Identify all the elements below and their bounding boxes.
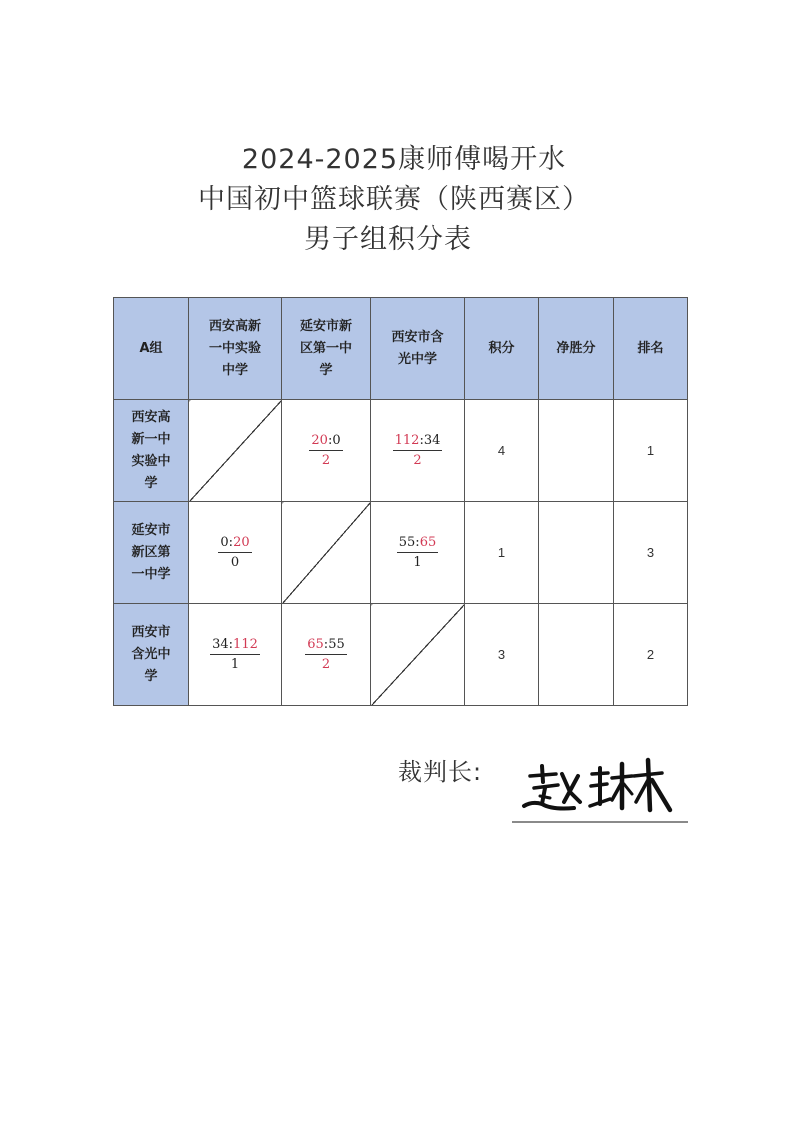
referee-signature bbox=[512, 752, 688, 827]
score-fraction: $\frac{0:20}{0}$ bbox=[220, 535, 250, 570]
header-rank: 排名 bbox=[614, 298, 688, 400]
points-cell: 1 bbox=[465, 502, 539, 604]
match-points: 2 bbox=[413, 453, 422, 468]
match-result-cell bbox=[189, 604, 282, 706]
score-fraction: $\frac{20:0}{2}$ bbox=[311, 433, 341, 468]
rank-cell: 3 bbox=[614, 502, 688, 604]
match-points: 1 bbox=[230, 657, 240, 672]
table-row bbox=[114, 400, 688, 502]
group-label: A组 bbox=[114, 298, 189, 400]
match-points: 2 bbox=[321, 657, 331, 672]
self-match-cell bbox=[189, 400, 282, 502]
header-team-2: 延安市新 区第一中 学 bbox=[282, 298, 371, 400]
header-net-points: 净胜分 bbox=[539, 298, 614, 400]
match-result-cell bbox=[282, 400, 371, 502]
title-line-2: 中国初中篮球联赛（陕西赛区） bbox=[198, 184, 590, 215]
points-cell: 3 bbox=[465, 604, 539, 706]
standings-table bbox=[113, 297, 688, 706]
team-name-cell: 延安市 新区第 一中学 bbox=[114, 502, 189, 604]
score-fraction: $\frac{34:112}{1}$ bbox=[212, 637, 258, 672]
match-points: 1 bbox=[413, 555, 422, 570]
title-line-1: 2024-2025康师傅喝开水 bbox=[241, 144, 567, 175]
match-result-cell bbox=[189, 502, 282, 604]
referee-label: 裁判长: bbox=[398, 758, 483, 786]
team-name-cell: 西安高 新一中 实验中 学 bbox=[114, 400, 189, 502]
score-fraction: $\frac{65:55}{2}$ bbox=[307, 637, 345, 672]
header-row bbox=[114, 298, 688, 400]
match-result-cell bbox=[371, 502, 465, 604]
match-result-cell bbox=[282, 604, 371, 706]
match-points: 2 bbox=[321, 453, 331, 468]
self-match-cell bbox=[282, 502, 371, 604]
title-block bbox=[0, 140, 800, 260]
team-name-cell: 西安市 含光中 学 bbox=[114, 604, 189, 706]
table-row bbox=[114, 502, 688, 604]
score-fraction: $\frac{112:34}{2}$ bbox=[394, 433, 441, 468]
rank-cell: 2 bbox=[614, 604, 688, 706]
net-points-cell bbox=[539, 400, 614, 502]
table-row bbox=[114, 604, 688, 706]
net-points-cell bbox=[539, 604, 614, 706]
match-result-cell bbox=[371, 400, 465, 502]
match-points: 0 bbox=[230, 555, 240, 570]
self-match-cell bbox=[371, 604, 465, 706]
title-line-3: 男子组积分表 bbox=[304, 224, 472, 255]
header-team-1: 西安高新 一中实验 中学 bbox=[189, 298, 282, 400]
net-points-cell bbox=[539, 502, 614, 604]
header-points: 积分 bbox=[465, 298, 539, 400]
score-fraction: $\frac{55:65}{1}$ bbox=[398, 535, 437, 570]
rank-cell: 1 bbox=[614, 400, 688, 502]
points-cell: 4 bbox=[465, 400, 539, 502]
header-team-3: 西安市含 光中学 bbox=[371, 298, 465, 400]
